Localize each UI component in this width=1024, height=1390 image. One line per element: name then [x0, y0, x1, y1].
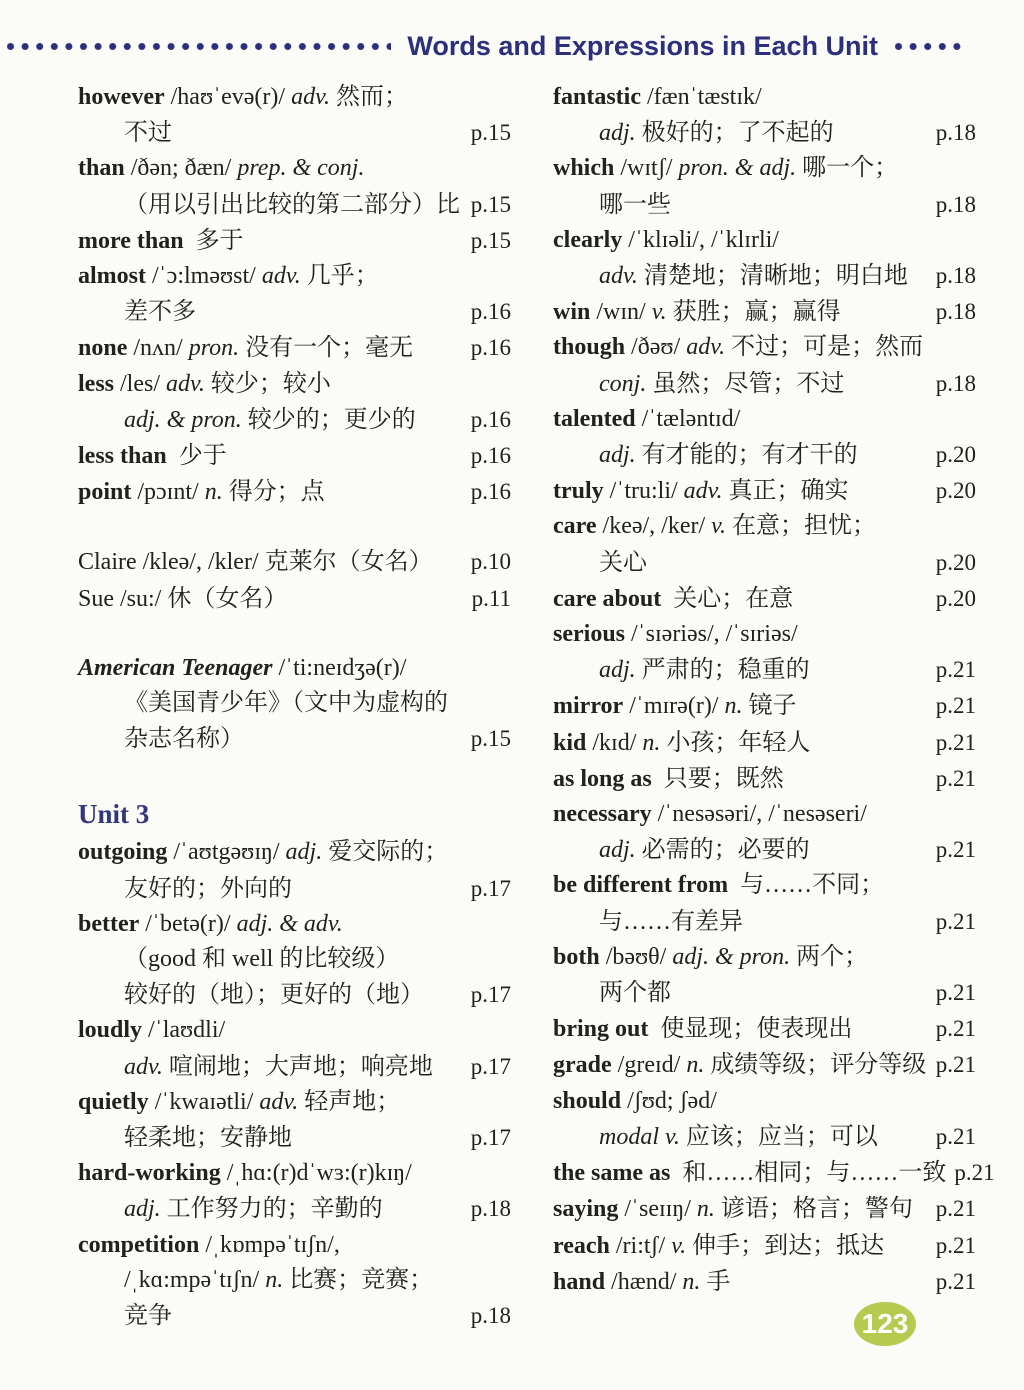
page-ref: p.21 — [935, 729, 976, 755]
vocab-line — [553, 294, 976, 330]
vocab-text: /ˌkɑ:mpəˈtɪʃn/ n. 比赛；竞赛； — [124, 1266, 434, 1293]
page-title: Words and Expressions in Each Unit — [407, 30, 878, 61]
vocab-line — [553, 80, 976, 115]
vocab-line — [553, 473, 976, 509]
vocab-text: outgoing /ˈaʊtgəʊɪŋ/ adj. 爱交际的； — [78, 839, 449, 866]
vocab-text: should /ʃʊd; ʃəd/ — [553, 1087, 717, 1114]
vocab-line — [78, 835, 511, 870]
vocab-line — [553, 330, 976, 365]
vocab-line — [78, 651, 511, 686]
vocab-text: 《美国青少年》（文中为虚构的 — [124, 690, 448, 717]
vocab-text: kid /kɪd/ n. 小孩；年轻人 — [553, 729, 811, 756]
vocab-text: point /pɔɪnt/ n. 得分；点 — [78, 479, 325, 506]
group-spacer — [78, 757, 511, 791]
vocab-line — [553, 1155, 995, 1191]
vocab-text: adv. 清楚地；清晰地；明白地 — [599, 263, 908, 290]
vocab-line — [553, 940, 976, 975]
vocab-line — [78, 1263, 511, 1298]
vocab-columns — [78, 80, 995, 1334]
vocab-text: （用以引出比较的第二部分）比 — [124, 191, 460, 218]
vocab-line — [78, 1298, 511, 1334]
vocab-text: though /ðəʊ/ adv. 不过；可是；然而 — [553, 334, 924, 361]
vocab-text: 轻柔地；安静地 — [124, 1125, 292, 1152]
page-ref: p.21 — [935, 1016, 976, 1042]
page-ref: p.21 — [935, 657, 976, 683]
vocab-text: competition /ˌkɒmpəˈtɪʃn/, — [78, 1231, 340, 1258]
vocab-line — [78, 907, 511, 942]
vocab-text: 杂志名称） — [124, 726, 244, 753]
vocab-line — [553, 1084, 976, 1119]
vocab-text: 较好的（地）；更好的（地） — [124, 982, 424, 1009]
page-ref: p.16 — [470, 479, 511, 505]
vocab-line — [78, 977, 511, 1013]
vocab-line — [78, 187, 511, 223]
vocab-line — [78, 871, 511, 907]
vocab-text: （good 和 well 的比较级） — [124, 946, 400, 973]
vocab-text: reach /ri:tʃ/ v. 伸手；到达；抵达 — [553, 1232, 885, 1259]
vocab-line — [78, 223, 511, 259]
vocab-line — [78, 330, 511, 366]
vocab-text: 关心 — [599, 549, 647, 576]
vocab-line — [553, 617, 976, 652]
vocab-line — [553, 797, 976, 832]
vocab-line — [78, 80, 511, 115]
vocab-text: quietly /ˈkwaɪətli/ adv. 轻声地； — [78, 1088, 401, 1115]
page-ref: p.16 — [470, 335, 511, 361]
page-ref: p.18 — [935, 191, 976, 217]
vocab-text: 两个都 — [599, 980, 671, 1007]
page-ref: p.21 — [935, 1123, 976, 1149]
vocab-line — [78, 686, 511, 721]
vocab-line — [553, 509, 976, 544]
vocab-line — [78, 259, 511, 294]
vocab-line — [78, 1013, 511, 1048]
dotted-rule-left-icon — [6, 42, 391, 51]
vocab-line — [78, 474, 511, 510]
vocab-text: saying /ˈseɪɪŋ/ n. 谚语；格言；警句 — [553, 1196, 913, 1223]
vocab-text: adj. & pron. 较少的；更少的 — [124, 406, 416, 433]
vocab-text: American Teenager /ˈti:neɪdʒə(r)/ — [78, 654, 407, 681]
vocab-text: however /haʊˈevə(r)/ adv. 然而； — [78, 84, 408, 110]
vocab-line — [553, 402, 976, 437]
vocab-line — [78, 1120, 511, 1156]
vocab-line — [553, 652, 976, 688]
vocab-text: adv. 喧闹地；大声地；响亮地 — [124, 1053, 433, 1080]
vocab-column-left — [78, 80, 511, 1334]
page-ref: p.11 — [471, 585, 511, 611]
vocab-line — [553, 366, 976, 402]
vocab-text: adj. 工作努力的；辛勤的 — [124, 1196, 383, 1223]
vocab-text: than /ðən; ðæn/ prep. & conj. — [78, 155, 365, 182]
vocab-line — [78, 115, 511, 151]
page-ref: p.16 — [470, 299, 511, 325]
page-ref: p.18 — [935, 120, 976, 146]
page-ref: p.16 — [470, 406, 511, 432]
page-ref: p.21 — [935, 980, 976, 1006]
vocab-line — [78, 438, 511, 474]
page-ref: p.21 — [935, 1196, 976, 1222]
vocab-text: be different from 与……不同； — [553, 872, 885, 899]
vocab-text: 竞争 — [124, 1303, 172, 1330]
page-ref: p.20 — [935, 478, 976, 504]
page-ref: p.21 — [935, 837, 976, 863]
vocab-line — [78, 721, 511, 757]
group-spacer — [78, 617, 511, 651]
vocab-text: 哪一些 — [599, 191, 671, 218]
vocab-text: which /wɪtʃ/ pron. & adj. 哪一个； — [553, 155, 899, 182]
page-ref: p.15 — [470, 120, 511, 146]
page-ref: p.15 — [470, 227, 511, 253]
page-number-badge: 123 — [854, 1302, 916, 1346]
vocab-line — [553, 437, 976, 473]
vocab-line — [78, 1049, 511, 1085]
page-ref: p.20 — [935, 549, 976, 575]
page-ref: p.21 — [935, 1268, 976, 1294]
vocab-text: none /nʌn/ pron. 没有一个；毫无 — [78, 335, 414, 362]
vocab-line — [553, 761, 976, 797]
vocab-text: as long as 只要；既然 — [553, 765, 784, 792]
vocab-line — [78, 367, 511, 402]
page-ref: p.15 — [470, 726, 511, 752]
vocab-text: almost /ˈɔ:lməʊst/ adv. 几乎； — [78, 263, 379, 290]
vocab-line — [78, 402, 511, 438]
vocab-text: care /keə/, /ker/ v. 在意；担忧； — [553, 513, 877, 540]
vocab-text: truly /ˈtru:li/ adv. 真正；确实 — [553, 478, 849, 505]
vocab-line — [78, 1191, 511, 1227]
vocab-line — [78, 151, 511, 186]
vocab-text: modal v. 应该；应当；可以 — [599, 1123, 878, 1150]
vocab-line — [553, 1191, 976, 1227]
vocab-text: Claire /kleə/, /kler/ 克莱尔（女名） — [78, 549, 433, 576]
vocab-line — [553, 258, 976, 294]
page-ref: p.17 — [470, 1125, 511, 1151]
group-spacer — [78, 510, 511, 544]
vocab-line — [553, 545, 976, 581]
vocab-text: hand /hænd/ n. 手 — [553, 1268, 731, 1295]
vocab-line — [553, 581, 976, 617]
vocab-text: 与……有差异 — [599, 908, 743, 935]
vocab-line — [553, 904, 976, 940]
vocab-line — [553, 151, 976, 186]
vocab-text: the same as 和……相同；与……一致 — [553, 1160, 947, 1187]
vocab-line — [553, 187, 976, 223]
page-header — [6, 26, 968, 66]
vocab-line — [553, 1047, 976, 1083]
page-ref: p.18 — [935, 263, 976, 289]
page-ref: p.18 — [935, 370, 976, 396]
vocab-text: clearly /ˈklɪəli/, /ˈklɪrli/ — [553, 226, 779, 253]
vocab-line — [78, 544, 511, 580]
vocab-text: Sue /su:/ 休（女名） — [78, 585, 288, 612]
vocab-line — [553, 725, 976, 761]
vocab-text: necessary /ˈnesəsəri/, /ˈnesəseri/ — [553, 801, 867, 828]
vocab-text: conj. 虽然；尽管；不过 — [599, 370, 845, 397]
page-ref: p.18 — [935, 299, 976, 325]
vocab-text: hard-working /ˌhɑ:(r)dˈwɜ:(r)kɪŋ/ — [78, 1160, 412, 1187]
page-ref: p.17 — [470, 875, 511, 901]
vocab-text: adj. 有才能的；有才干的 — [599, 442, 858, 469]
vocab-text: less than 少于 — [78, 443, 227, 470]
vocab-text: more than 多于 — [78, 227, 244, 254]
vocab-text: adj. 必需的；必要的 — [599, 837, 810, 864]
vocab-line — [553, 868, 976, 903]
page-ref: p.21 — [935, 908, 976, 934]
vocab-text: bring out 使显现；使表现出 — [553, 1016, 853, 1043]
vocab-line — [553, 975, 976, 1011]
vocab-text: adj. 极好的；了不起的 — [599, 120, 834, 147]
page-ref: p.17 — [470, 982, 511, 1008]
vocab-text: less /les/ adv. 较少；较小 — [78, 370, 331, 397]
unit-heading: Unit 3 — [78, 799, 150, 830]
vocab-text: 友好的；外向的 — [124, 875, 292, 902]
page-ref: p.18 — [470, 1196, 511, 1222]
vocab-text: fantastic /fænˈtæstɪk/ — [553, 84, 762, 110]
vocab-line — [553, 115, 976, 151]
vocab-text: better /ˈbetə(r)/ adj. & adv. — [78, 910, 343, 937]
vocab-line — [553, 688, 976, 724]
dotted-rule-right-icon — [894, 42, 968, 51]
page-ref: p.21 — [935, 1232, 976, 1258]
page-ref: p.21 — [935, 765, 976, 791]
page-ref: p.21 — [935, 1052, 976, 1078]
vocab-line — [553, 1264, 976, 1300]
vocab-line — [78, 942, 511, 977]
vocab-text: 差不多 — [124, 299, 196, 326]
vocab-line — [78, 294, 511, 330]
vocab-line — [78, 1156, 511, 1191]
page-ref: p.15 — [470, 191, 511, 217]
page-ref: p.20 — [935, 442, 976, 468]
vocab-line — [553, 1119, 976, 1155]
vocab-text: adj. 严肃的；稳重的 — [599, 657, 810, 684]
vocab-line — [553, 1228, 976, 1264]
vocab-text: both /bəʊθ/ adj. & pron. 两个； — [553, 943, 869, 970]
page-ref: p.10 — [470, 549, 511, 575]
page-ref: p.21 — [935, 693, 976, 719]
vocab-line — [78, 1085, 511, 1120]
page-ref: p.16 — [470, 443, 511, 469]
vocab-text: talented /ˈtæləntɪd/ — [553, 405, 741, 432]
vocab-line — [78, 1228, 511, 1263]
vocab-text: serious /ˈsɪəriəs/, /ˈsɪriəs/ — [553, 621, 798, 648]
vocab-text: 不过 — [124, 120, 172, 147]
vocab-line — [553, 223, 976, 258]
vocab-line — [553, 1011, 976, 1047]
vocab-text: grade /greɪd/ n. 成绩等级；评分等级 — [553, 1052, 927, 1079]
page-ref: p.18 — [470, 1303, 511, 1329]
vocab-text: care about 关心；在意 — [553, 585, 794, 612]
page-ref: p.17 — [470, 1053, 511, 1079]
page-ref: p.21 — [954, 1160, 995, 1186]
page-ref: p.20 — [935, 585, 976, 611]
vocab-text: loudly /ˈlaʊdli/ — [78, 1017, 226, 1044]
vocab-column-right — [553, 80, 995, 1334]
vocab-line — [78, 581, 511, 617]
vocab-line — [553, 832, 976, 868]
vocab-text: mirror /ˈmɪrə(r)/ n. 镜子 — [553, 693, 797, 720]
vocab-text: win /wɪn/ v. 获胜；赢；赢得 — [553, 299, 841, 326]
